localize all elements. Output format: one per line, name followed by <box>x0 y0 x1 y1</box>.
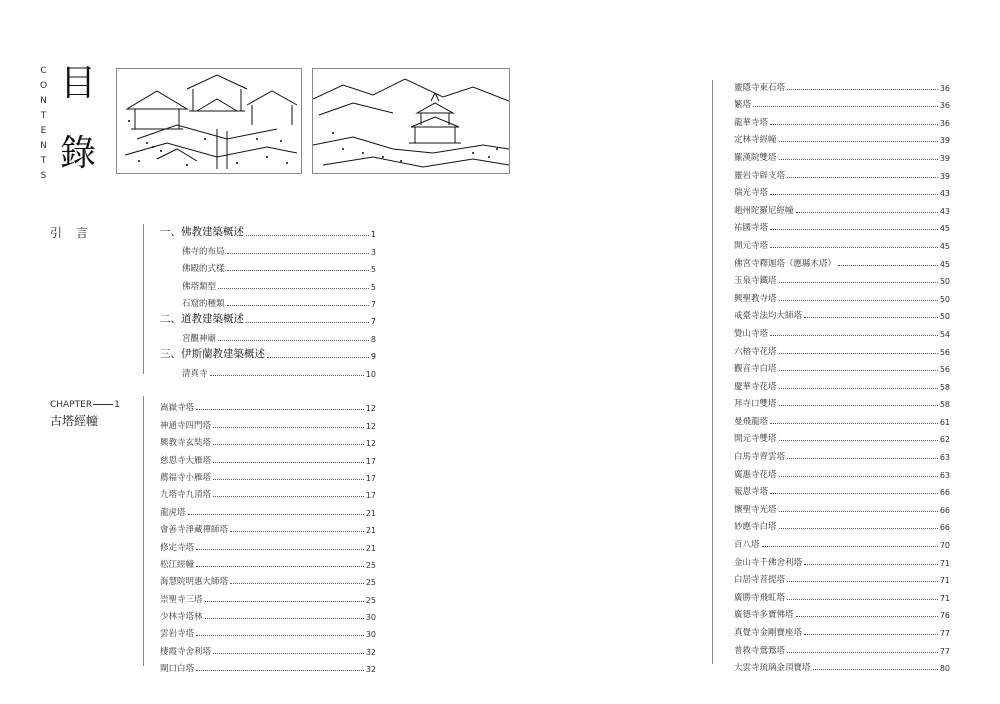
toc-leader-dots <box>804 634 938 635</box>
toc-entry-page: 5 <box>370 282 376 292</box>
page-title-char-2: 錄 <box>60 133 97 174</box>
toc-entry-title: 羅漢院雙塔 <box>734 152 777 163</box>
toc-entry-title: 一、佛教建築概述 <box>160 226 244 239</box>
toc-entry-title: 松江經幢 <box>160 559 195 570</box>
toc-leader-dots <box>213 444 364 445</box>
temple-illustration <box>116 68 302 174</box>
toc-leader-dots <box>227 253 369 254</box>
toc-entry[interactable] <box>160 239 376 256</box>
toc-entry-title: 瑞光寺塔 <box>734 188 769 199</box>
toc-entry[interactable] <box>160 605 376 622</box>
toc-leader-dots <box>779 476 938 477</box>
toc-entry-page: 70 <box>939 541 950 551</box>
toc-entry-page: 30 <box>365 630 376 640</box>
toc-entry-title: 龍虎塔 <box>160 507 186 518</box>
toc-entry-page: 21 <box>365 543 376 553</box>
toc-entry-title: 佛寺的布局 <box>182 246 225 257</box>
toc-entry-title: 六榕寺花塔 <box>734 346 777 357</box>
toc-entry-page: 12 <box>365 439 376 449</box>
toc-entry[interactable] <box>734 339 950 357</box>
right-divider <box>712 80 713 664</box>
toc-entry-title: 白馬寺齊雲塔 <box>734 452 786 463</box>
toc-leader-dots <box>779 159 938 160</box>
toc-leader-dots <box>787 458 938 459</box>
contents-letter: S <box>40 171 48 181</box>
toc-entry-title: 嵩嶽寺塔 <box>160 403 195 414</box>
toc-entry-page: 54 <box>939 329 950 339</box>
toc-entry-title: 佛塔類型 <box>182 281 217 292</box>
toc-entry-title: 雲岩寺塔 <box>160 629 195 640</box>
toc-entry-title: 懷聖寺光塔 <box>734 504 777 515</box>
chapter-number: 1 <box>114 400 120 410</box>
toc-entry-title: 普救寺鶯鶯塔 <box>734 645 786 656</box>
toc-entry[interactable] <box>734 181 950 199</box>
toc-entry-page: 36 <box>939 83 950 93</box>
toc-entry[interactable] <box>734 163 950 181</box>
toc-entry-title: 觀音寺白塔 <box>734 364 777 375</box>
toc-entry-page: 56 <box>939 347 950 357</box>
toc-leader-dots <box>196 566 364 567</box>
toc-entry-title: 慈恩寺大雁塔 <box>160 455 212 466</box>
toc-entry-title: 拜寺口雙塔 <box>734 399 777 410</box>
toc-entry[interactable] <box>734 93 950 111</box>
toc-entry-page: 3 <box>370 247 376 257</box>
toc-leader-dots <box>213 479 364 480</box>
toc-entry-title: 少林寺塔林 <box>160 612 203 623</box>
toc-entry-page: 17 <box>365 456 376 466</box>
toc-entry[interactable] <box>160 222 376 239</box>
toc-entry-title: 真覺寺金剛寶座塔 <box>734 628 803 638</box>
toc-leader-dots <box>770 423 938 424</box>
toc-entry[interactable] <box>160 500 376 517</box>
contents-letter: T <box>40 156 48 166</box>
toc-entry[interactable] <box>160 466 376 483</box>
toc-entry-page: 80 <box>939 664 950 674</box>
toc-leader-dots <box>753 106 938 107</box>
toc-entry-title: 宮觀神廟 <box>182 333 217 344</box>
toc-leader-dots <box>196 549 364 550</box>
toc-leader-dots <box>218 340 369 341</box>
toc-entry[interactable] <box>734 515 950 533</box>
toc-leader-dots <box>230 531 364 532</box>
toc-entry-title: 九塔寺九頂塔 <box>160 490 212 501</box>
chapter-label: CHAPTER <box>50 400 93 410</box>
toc-entry-page: 7 <box>370 317 376 327</box>
toc-entry[interactable] <box>734 145 950 163</box>
toc-entry-title: 繁塔 <box>734 100 752 111</box>
toc-entry-title: 妙應寺白塔 <box>734 522 777 533</box>
toc-entry-title: 百八塔 <box>734 540 760 551</box>
toc-entry-page: 76 <box>939 611 950 621</box>
intro-divider <box>143 224 144 374</box>
toc-entry-page: 66 <box>939 505 950 515</box>
toc-entry-title: 開元寺塔 <box>734 240 769 251</box>
toc-entry-title: 海慧院明惠大師塔 <box>160 577 229 588</box>
toc-entry-page: 17 <box>365 473 376 483</box>
toc-leader-dots <box>796 212 938 213</box>
toc-leader-dots <box>227 270 369 271</box>
toc-entry[interactable] <box>734 409 950 427</box>
toc-entry-page: 8 <box>370 334 376 344</box>
toc-leader-dots <box>787 89 938 90</box>
toc-entry-page: 21 <box>365 508 376 518</box>
toc-entry-title: 薦福寺小雁塔 <box>160 472 212 483</box>
toc-entry[interactable] <box>160 657 376 674</box>
toc-entry[interactable] <box>734 128 950 146</box>
toc-leader-dots <box>196 635 364 636</box>
toc-entry-title: 大雲寺琉璃金頂寶塔 <box>734 663 811 674</box>
toc-leader-dots <box>770 493 938 494</box>
toc-entry[interactable] <box>734 585 950 603</box>
toc-entry-page: 12 <box>365 421 376 431</box>
toc-entry[interactable] <box>734 603 950 621</box>
toc-leader-dots <box>267 357 369 358</box>
toc-entry-title: 定林寺經幢 <box>734 135 777 146</box>
toc-entry[interactable] <box>734 286 950 304</box>
toc-entry[interactable] <box>160 309 376 326</box>
toc-entry[interactable] <box>734 374 950 392</box>
toc-entry[interactable] <box>160 257 376 274</box>
toc-leader-dots <box>796 616 938 617</box>
right-page <box>500 0 1000 704</box>
toc-entry-page: 32 <box>365 647 376 657</box>
toc-leader-dots <box>188 514 364 515</box>
toc-entry-title: 佛殿的式樣 <box>182 264 225 275</box>
toc-entry-title: 曼飛龍塔 <box>734 416 769 427</box>
chapter-divider <box>143 396 144 666</box>
toc-leader-dots <box>246 235 369 236</box>
toc-entry-title: 戒臺寺法均大師塔 <box>734 311 803 322</box>
toc-entry-page: 43 <box>939 206 950 216</box>
toc-leader-dots <box>770 335 938 336</box>
toc-entry-page: 63 <box>939 470 950 480</box>
toc-entry-title: 崇聖寺三塔 <box>160 594 203 605</box>
toc-entry[interactable] <box>734 550 950 568</box>
toc-leader-dots <box>787 581 938 582</box>
toc-entry-page: 21 <box>365 526 376 536</box>
toc-leader-dots <box>770 247 938 248</box>
chapter-heading <box>50 400 120 410</box>
toc-entry[interactable] <box>160 535 376 552</box>
toc-leader-dots <box>196 670 364 671</box>
toc-leader-dots <box>762 546 938 547</box>
toc-entry[interactable] <box>734 427 950 445</box>
contents-letter: N <box>40 96 48 106</box>
toc-entry-page: 12 <box>365 404 376 414</box>
toc-entry[interactable] <box>734 233 950 251</box>
toc-entry[interactable] <box>734 321 950 339</box>
toc-leader-dots <box>230 583 364 584</box>
toc-leader-dots <box>213 496 364 497</box>
chapter-rule <box>93 404 113 405</box>
toc-entry[interactable] <box>734 462 950 480</box>
toc-entry-page: 17 <box>365 491 376 501</box>
toc-entry[interactable] <box>734 251 950 269</box>
toc-leader-dots <box>770 194 938 195</box>
intro-section-label: 引言 <box>50 226 103 240</box>
toc-entry[interactable] <box>734 392 950 410</box>
toc-entry[interactable] <box>734 216 950 234</box>
toc-leader-dots <box>779 300 938 301</box>
toc-leader-dots <box>213 462 364 463</box>
right-toc-list <box>734 75 950 673</box>
toc-entry-page: 71 <box>939 593 950 603</box>
toc-entry[interactable] <box>734 110 950 128</box>
toc-entry[interactable] <box>734 480 950 498</box>
toc-entry-page: 66 <box>939 488 950 498</box>
toc-leader-dots <box>205 601 364 602</box>
contents-letter: N <box>40 141 48 151</box>
toc-entry-page: 45 <box>939 241 950 251</box>
toc-leader-dots <box>779 511 938 512</box>
chapter-title: 古塔經幢 <box>50 414 99 428</box>
toc-entry[interactable] <box>160 326 376 343</box>
toc-entry[interactable] <box>160 639 376 656</box>
toc-entry-title: 靈岩寺辟支塔 <box>734 170 786 181</box>
toc-entry[interactable] <box>160 448 376 465</box>
toc-leader-dots <box>779 528 938 529</box>
toc-entry[interactable] <box>734 444 950 462</box>
toc-leader-dots <box>205 618 364 619</box>
toc-entry[interactable] <box>734 269 950 287</box>
toc-entry[interactable] <box>160 553 376 570</box>
toc-entry-page: 61 <box>939 417 950 427</box>
toc-entry-page: 43 <box>939 189 950 199</box>
toc-entry-title: 棲霞寺舍利塔 <box>160 646 212 657</box>
toc-entry-title: 報恩寺塔 <box>734 487 769 498</box>
toc-entry-title: 二、道教建築概述 <box>160 313 244 326</box>
toc-entry[interactable] <box>160 587 376 604</box>
toc-leader-dots <box>779 405 938 406</box>
toc-entry-title: 覺山寺塔 <box>734 328 769 339</box>
chapter-toc-list <box>160 396 376 674</box>
toc-entry-title: 慶華寺花塔 <box>734 381 777 392</box>
toc-leader-dots <box>770 229 938 230</box>
toc-entry-title: 興教寺玄奘塔 <box>160 438 212 449</box>
toc-leader-dots <box>210 375 364 376</box>
toc-entry-page: 50 <box>939 294 950 304</box>
toc-entry-page: 39 <box>939 153 950 163</box>
toc-entry[interactable] <box>160 483 376 500</box>
toc-entry-page: 9 <box>370 352 376 362</box>
toc-entry[interactable] <box>734 75 950 93</box>
toc-entry[interactable] <box>734 497 950 515</box>
toc-entry[interactable] <box>160 292 376 309</box>
toc-entry-page: 7 <box>370 299 376 309</box>
toc-entry-title: 龍華寺塔 <box>734 117 769 128</box>
toc-entry-page: 36 <box>939 101 950 111</box>
toc-entry[interactable] <box>734 656 950 674</box>
toc-entry-title: 祐國寺塔 <box>734 223 769 234</box>
toc-entry-page: 5 <box>370 265 376 275</box>
toc-entry-page: 30 <box>365 613 376 623</box>
intro-toc-list <box>160 222 376 379</box>
temple-sketch <box>117 69 301 173</box>
toc-entry-page: 25 <box>365 595 376 605</box>
toc-leader-dots <box>779 370 938 371</box>
toc-entry[interactable] <box>734 568 950 586</box>
toc-entry-title: 閘口白塔 <box>160 664 195 675</box>
toc-entry-title: 開元寺雙塔 <box>734 434 777 445</box>
toc-entry[interactable] <box>160 570 376 587</box>
toc-entry-title: 會善寺淨藏禪師塔 <box>160 525 229 536</box>
toc-entry[interactable] <box>160 274 376 291</box>
toc-leader-dots <box>770 124 938 125</box>
toc-entry-title: 修定寺塔 <box>160 542 195 553</box>
toc-leader-dots <box>779 388 938 389</box>
contents-letter: E <box>40 126 48 136</box>
toc-entry-page: 50 <box>939 312 950 322</box>
toc-entry-title: 白居寺菩提塔 <box>734 575 786 586</box>
toc-entry[interactable] <box>160 344 376 361</box>
toc-entry-page: 25 <box>365 578 376 588</box>
toc-entry[interactable] <box>160 413 376 430</box>
toc-entry-page: 77 <box>939 629 950 638</box>
toc-leader-dots <box>779 282 938 283</box>
toc-entry-page: 71 <box>939 558 950 568</box>
toc-entry-title: 三、伊斯蘭教建築概述 <box>160 348 265 361</box>
toc-leader-dots <box>227 305 369 306</box>
toc-entry-page: 66 <box>939 523 950 533</box>
toc-entry-page: 77 <box>939 646 950 656</box>
toc-entry-title: 佛宮寺釋迦塔（應縣木塔） <box>734 258 837 269</box>
toc-entry-title: 興聖教寺塔 <box>734 293 777 304</box>
toc-leader-dots <box>213 653 364 654</box>
toc-leader-dots <box>804 564 938 565</box>
toc-entry[interactable] <box>160 361 376 378</box>
toc-entry[interactable] <box>160 396 376 413</box>
toc-leader-dots <box>779 353 938 354</box>
pavilion-illustration <box>312 68 510 174</box>
toc-entry[interactable] <box>734 304 950 322</box>
toc-leader-dots <box>787 652 938 653</box>
contents-letter: C <box>40 66 48 76</box>
toc-leader-dots <box>218 288 369 289</box>
contents-letter: O <box>39 81 49 91</box>
toc-entry-title: 玉泉寺鐵塔 <box>734 276 777 287</box>
toc-entry-page: 58 <box>939 400 950 410</box>
toc-entry-title: 金山寺千佛舍利塔 <box>734 557 803 568</box>
toc-entry-page: 32 <box>365 665 376 675</box>
pavilion-sketch <box>313 69 509 173</box>
contents-letter: T <box>40 111 48 121</box>
toc-entry-page: 71 <box>939 576 950 586</box>
toc-entry-title: 清真寺 <box>182 368 208 379</box>
toc-entry-page: 25 <box>365 560 376 570</box>
toc-entry-page: 56 <box>939 365 950 375</box>
toc-entry[interactable] <box>734 357 950 375</box>
toc-entry-title: 神通寺四門塔 <box>160 420 212 431</box>
toc-entry-title: 廣德寺多寶佛塔 <box>734 610 794 621</box>
toc-entry-title: 廣勝寺飛虹塔 <box>734 592 786 603</box>
toc-entry-page: 1 <box>370 230 376 240</box>
toc-entry[interactable] <box>160 622 376 639</box>
toc-entry[interactable] <box>734 638 950 656</box>
toc-entry-title: 石窟的種類 <box>182 298 225 309</box>
toc-entry-title: 趙州陀羅尼經幢 <box>734 205 794 216</box>
toc-leader-dots <box>246 322 369 323</box>
toc-leader-dots <box>787 177 938 178</box>
toc-leader-dots <box>779 440 938 441</box>
toc-entry-title: 廣惠寺花塔 <box>734 469 777 480</box>
toc-entry-page: 45 <box>939 259 950 269</box>
toc-leader-dots <box>804 317 938 318</box>
toc-entry[interactable] <box>734 198 950 216</box>
toc-entry-page: 62 <box>939 435 950 445</box>
contents-vertical-label <box>38 66 50 181</box>
toc-leader-dots <box>196 409 364 410</box>
toc-entry-page: 45 <box>939 224 950 234</box>
toc-entry-page: 36 <box>939 118 950 128</box>
toc-leader-dots <box>213 427 364 428</box>
toc-entry-page: 39 <box>939 136 950 146</box>
toc-entry-title: 靈隱寺東石塔 <box>734 82 786 93</box>
toc-entry-page: 39 <box>939 171 950 181</box>
toc-entry-page: 10 <box>365 369 376 379</box>
toc-leader-dots <box>779 141 938 142</box>
toc-entry[interactable] <box>160 431 376 448</box>
toc-entry-page: 63 <box>939 453 950 463</box>
page-title-char-1: 目 <box>60 63 97 104</box>
toc-leader-dots <box>787 599 938 600</box>
toc-entry[interactable] <box>734 620 950 638</box>
toc-entry-page: 50 <box>939 277 950 287</box>
toc-entry-page: 58 <box>939 382 950 392</box>
toc-entry[interactable] <box>160 518 376 535</box>
toc-leader-dots <box>838 265 938 266</box>
toc-entry[interactable] <box>734 532 950 550</box>
toc-leader-dots <box>813 669 938 670</box>
